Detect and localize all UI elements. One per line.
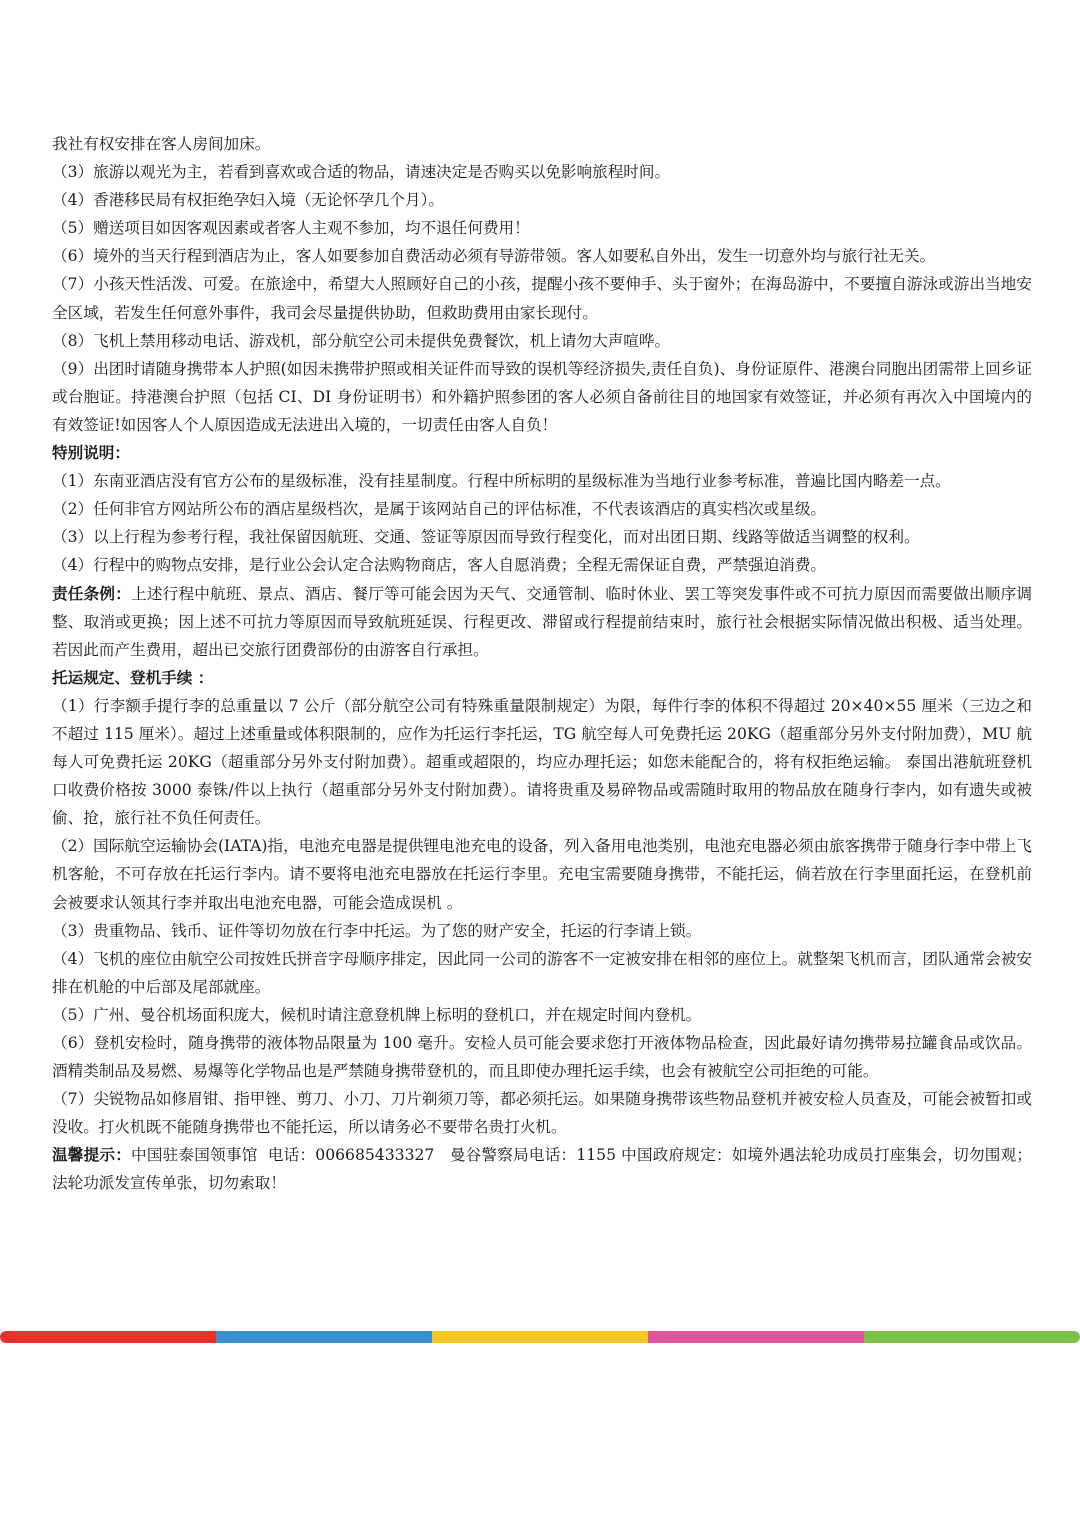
baggage-paragraph: （1）行李额手提行李的总重量以 7 公斤（部分航空公司有特殊重量限制规定）为限，每件行李的体积不得超过 20×40×55 厘米（三边之和不超过 115 厘米）。超过上述重量或体积限制的，应作为托运行李托运，TG 航空每人可免费托运 20KG（超重部分另外支付附加费），MU 航每人可免费托运 20KG（超重部分另外支付附加费）。超重或超限的，均应办理托运；如您未能配合的，将有权拒绝运输。 泰国出港航班登机口收费价格按 3000 泰铢/件以上执行（超重部分另外支付附加费）。请将贵重及易碎物品或需随时取用的物品放在随身行李内，如有遗失或被偷、抢，旅行社不负任何责任。 (52, 696, 1032, 828)
color-bar-segment (216, 1331, 432, 1343)
note-paragraph: （8）飞机上禁用移动电话、游戏机，部分航空公司未提供免费餐饮，机上请勿大声喧哗。 (52, 331, 671, 350)
tips-heading: 温馨提示： (52, 1146, 132, 1165)
note-paragraph: （5）赠送项目如因客观因素或者客人主观不参加，均不退任何费用！ (52, 219, 530, 238)
tips-text: 中国驻泰国领事馆 电话：006685433327 曼谷警察局电话：1155 中国政府规定：如境外遇法轮功成员打座集会，切勿围观；法轮功派发宣传单张，切勿索取！ (52, 1146, 1032, 1193)
special-note-paragraph: （3）以上行程为参考行程，我社保留因航班、交通、签证等原因而导致行程变化，而对出团日期、线路等做适当调整的权利。 (52, 528, 920, 547)
baggage-paragraph: （4）飞机的座位由航空公司按姓氏拼音字母顺序排定，因此同一公司的游客不一定被安排在相邻的座位上。就整架飞机而言，团队通常会被安排在机舱的中后部及尾部就座。 (52, 949, 1032, 996)
liability-paragraph (52, 580, 1032, 664)
color-bar-segment (864, 1331, 1080, 1343)
baggage-paragraph: （7）尖锐物品如修眉钳、指甲锉、剪刀、小刀、刀片剃须刀等，都必须托运。如果随身携带该些物品登机并被安检人员查及，可能会被暂扣或没收。打火机既不能随身携带也不能托运，所以请务必不要带名贵打火机。 (52, 1090, 1032, 1137)
color-bar-segment (648, 1331, 864, 1343)
note-paragraph: （3）旅游以观光为主，若看到喜欢或合适的物品，请速决定是否购买以免影响旅程时间。 (52, 163, 671, 182)
footer-color-bar (0, 1331, 1080, 1343)
special-notes-heading: 特别说明： (52, 444, 130, 463)
note-paragraph: 我社有权安排在客人房间加床。 (52, 135, 271, 153)
document-body (52, 130, 1032, 1198)
baggage-paragraph: （3）贵重物品、钱币、证件等切勿放在行李中托运。为了您的财产安全，托运的行李请上锁。 (52, 921, 702, 940)
special-note-paragraph: （2）任何非官方网站所公布的酒店星级档次，是属于该网站自己的评估标准，不代表该酒店的真实档次或星级。 (52, 500, 827, 519)
note-paragraph: （9）出团时请随身携带本人护照(如因未携带护照或相关证件而导致的误机等经济损失,责任自负)、身份证原件、港澳台同胞出团需带上回乡证或台胞证。持港澳台护照（包括 CI、DI 身份证明书）和外籍护照参团的客人必须自备前往目的地国家有效签证，并必须有再次入中国境内的有效签证!如因客人个人原因造成无法进出入境的，一切责任由客人自负！ (52, 359, 1032, 434)
baggage-heading: 托运规定、登机手续 ： (52, 668, 214, 687)
liability-text: 上述行程中航班、景点、酒店、餐厅等可能会因为天气、交通管制、临时休业、罢工等突发事件或不可抗力原因而需要做出顺序调整、取消或更换；因上述不可抗力等原因而导致航班延误、行程更改、滞留或行程提前结束时，旅行社会根据实际情况做出积极、适当处理。若因此而产生费用，超出已交旅行团费部份的由游客自行承担。 (52, 584, 1032, 659)
baggage-paragraph: （5）广州、曼谷机场面积庞大，候机时请注意登机牌上标明的登机口，并在规定时间内登机。 (52, 1005, 702, 1024)
baggage-paragraph: （6）登机安检时，随身携带的液体物品限量为 100 毫升。安检人员可能会要求您打开液体物品检查，因此最好请勿携带易拉罐食品或饮品。酒精类制品及易燃、易爆等化学物品也是严禁随身携带登机的，而且即使办理托运手续，也会有被航空公司拒绝的可能。 (52, 1034, 1032, 1081)
baggage-paragraph: （2）国际航空运输协会(IATA)指，电池充电器是提供锂电池充电的设备，列入备用电池类别，电池充电器必须由旅客携带于随身行李中带上飞机客舱，不可存放在托运行李内。请不要将电池充电器放在托运行李里。充电宝需要随身携带，不能托运，倘若放在行李里面托运，在登机前会被要求认领其行李并取出电池充电器，可能会造成误机 。 (52, 837, 1032, 912)
note-paragraph: （4）香港移民局有权拒绝孕妇入境（无论怀孕几个月）。 (52, 191, 444, 210)
tips-paragraph (52, 1141, 1032, 1197)
color-bar-segment (432, 1331, 648, 1343)
liability-heading: 责任条例： (52, 584, 132, 603)
color-bar-segment (0, 1331, 216, 1343)
note-paragraph: （6）境外的当天行程到酒店为止，客人如要参加自费活动必须有导游带领。客人如要私自外出，发生一切意外均与旅行社无关。 (52, 247, 936, 266)
special-note-paragraph: （1）东南亚酒店没有官方公布的星级标准，没有挂星制度。行程中所标明的星级标准为当地行业参考标准，普遍比国内略差一点。 (52, 472, 951, 491)
note-paragraph: （7）小孩天性活泼、可爱。在旅途中，希望大人照顾好自己的小孩，提醒小孩不要伸手、头于窗外；在海岛游中，不要擅自游泳或游出当地安全区域，若发生任何意外事件，我司会尽量提供协助，但救助费用由家长现付。 (52, 275, 1032, 322)
special-note-paragraph: （4）行程中的购物点安排，是行业公会认定合法购物商店，客人自愿消费；全程无需保证自费，严禁强迫消费。 (52, 556, 827, 575)
